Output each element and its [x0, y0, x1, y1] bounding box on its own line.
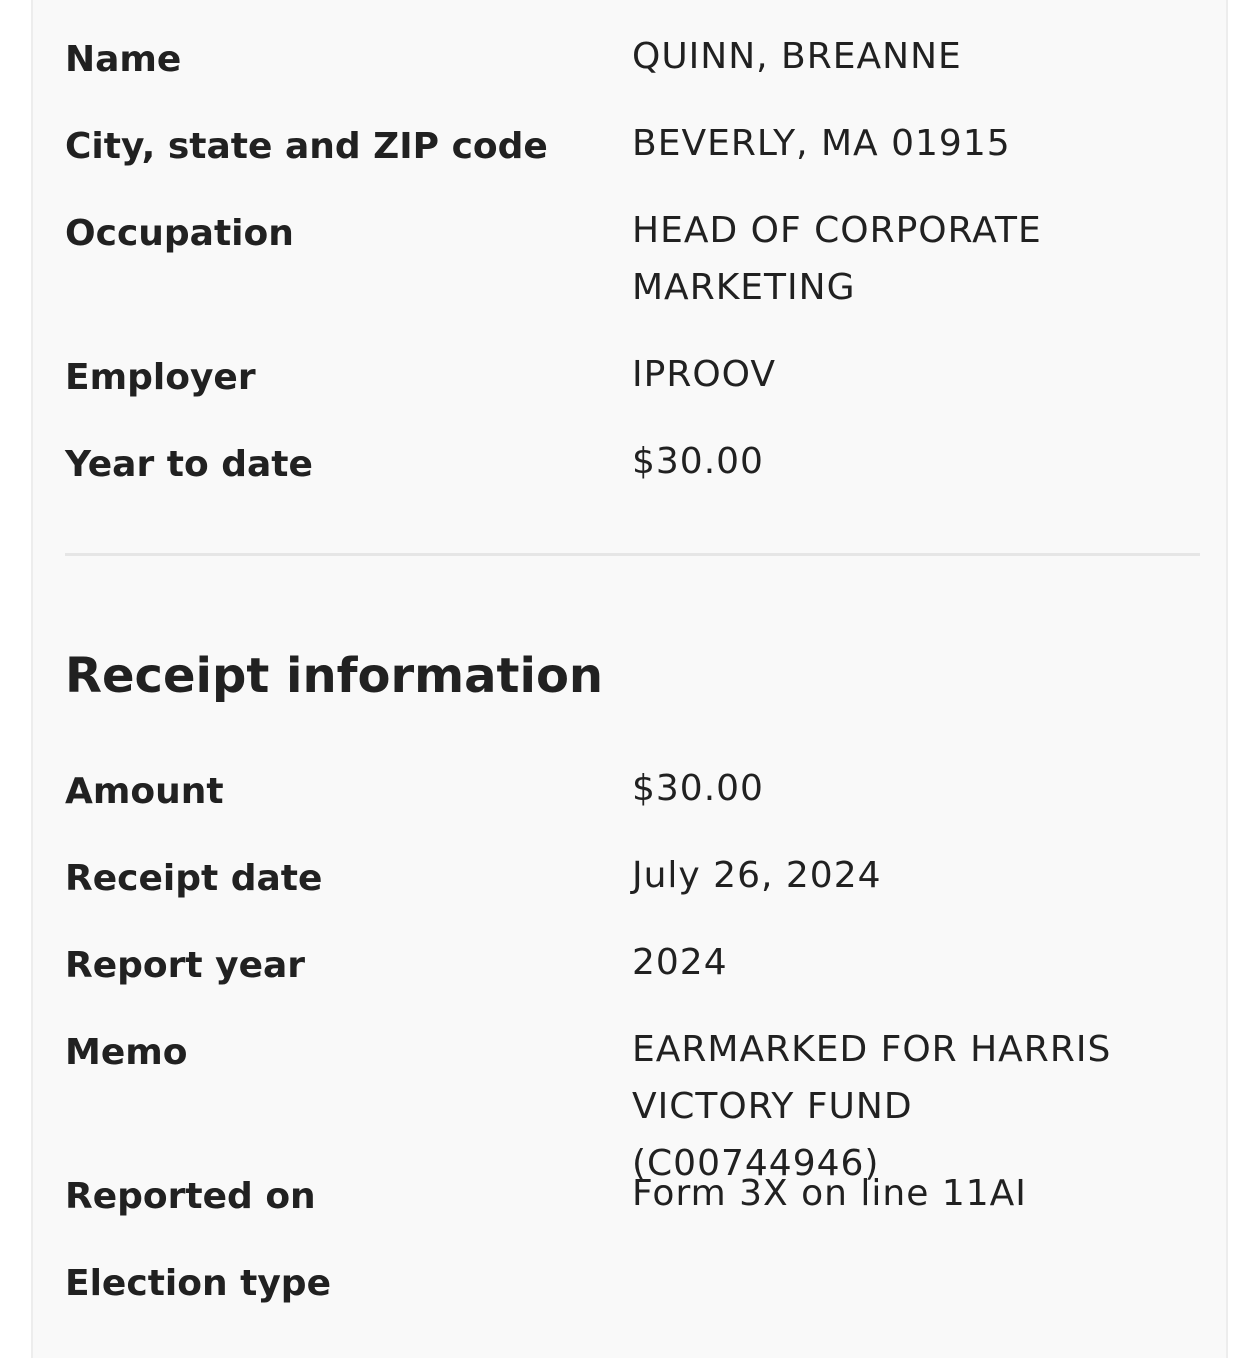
amount-value: $30.00	[632, 768, 764, 809]
receipt-information-heading: Receipt information	[65, 648, 604, 704]
election-type-label: Election type	[65, 1263, 331, 1304]
year-to-date-value: $30.00	[632, 441, 764, 482]
section-divider	[65, 553, 1200, 556]
occupation-label: Occupation	[65, 213, 294, 254]
employer-label: Employer	[65, 357, 256, 398]
contribution-detail-panel	[31, 0, 1228, 1358]
receipt-date-value: July 26, 2024	[632, 855, 882, 896]
location-value: BEVERLY, MA 01915	[632, 123, 1011, 164]
amount-label: Amount	[65, 771, 224, 812]
memo-label: Memo	[65, 1032, 188, 1073]
location-label: City, state and ZIP code	[65, 126, 548, 167]
reported-on-value: Form 3X on line 11AI	[632, 1173, 1027, 1214]
reported-on-label: Reported on	[65, 1176, 316, 1217]
report-year-label: Report year	[65, 945, 306, 986]
receipt-date-label: Receipt date	[65, 858, 323, 899]
name-value: QUINN, BREANNE	[632, 36, 962, 77]
report-year-value: 2024	[632, 942, 728, 983]
employer-value: IPROOV	[632, 354, 777, 395]
name-label: Name	[65, 39, 182, 80]
occupation-value: HEAD OF CORPORATE MARKETING	[632, 210, 1042, 308]
year-to-date-label: Year to date	[65, 444, 313, 485]
memo-value: EARMARKED FOR HARRIS VICTORY FUND (C00744946)	[632, 1029, 1112, 1184]
